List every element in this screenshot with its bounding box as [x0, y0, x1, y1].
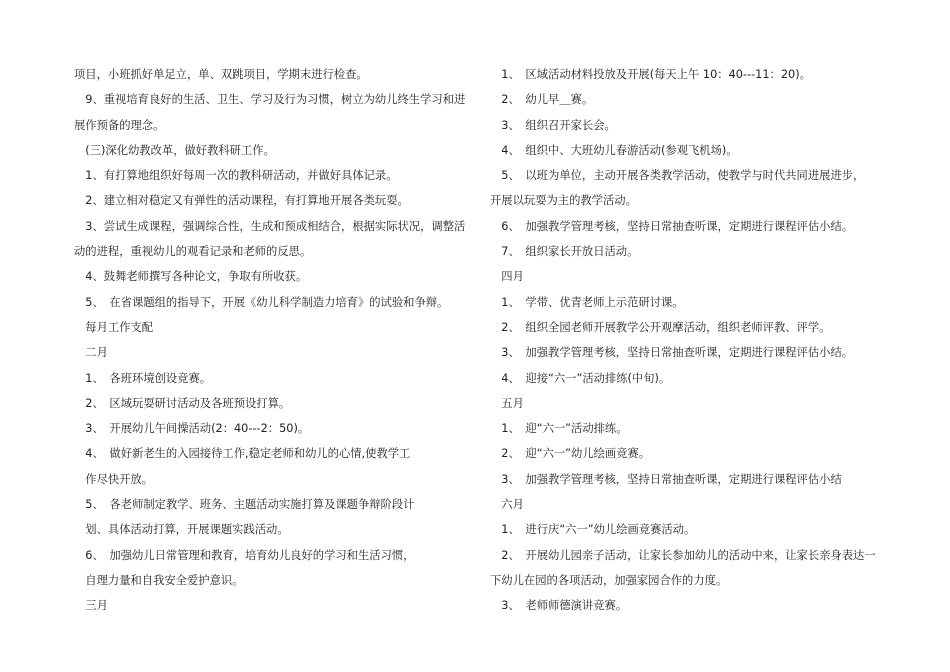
- text-line: 每月工作支配: [74, 320, 154, 334]
- text-line: 自理力量和自我安全爱护意识。: [74, 573, 244, 587]
- text-line: 2、 区域玩耍研讨活动及各班预设打算。: [74, 396, 291, 410]
- text-line: 4、 迎接“六一”活动排练(中旬)。: [490, 371, 671, 385]
- text-line: 5、 在省课题组的指导下，开展《幼儿科学制造力培育》的试验和争辩。: [74, 295, 449, 309]
- text-line: 1、 进行庆“六一”幼儿绘画竞赛活动。: [490, 523, 696, 537]
- text-line: 开展以玩耍为主的教学活动。: [490, 194, 637, 208]
- text-line: 2、建立相对稳定又有弹性的活动课程，有打算地开展各类玩耍。: [74, 194, 409, 208]
- text-line: 1、有打算地组织好每周一次的教科研活动，并做好具体记录。: [74, 169, 398, 183]
- text-line: 3、 开展幼儿午间操活动(2：40---2：50)。: [74, 422, 310, 436]
- text-line: 二月: [74, 346, 108, 360]
- text-line: 2、 迎“六一”幼儿绘画竞赛。: [490, 447, 651, 461]
- text-line: 2、 幼儿早＿赛。: [490, 93, 594, 107]
- text-line: 4、鼓舞老师撰写各种论文，争取有所收获。: [74, 270, 308, 284]
- text-line: 作尽快开放。: [74, 472, 154, 486]
- text-line: 9、重视培育良好的生活、卫生、学习及行为习惯，树立为幼儿终生学习和进: [74, 93, 466, 107]
- text-line: (三)深化幼教改革，做好教科研工作。: [74, 143, 275, 157]
- text-line: 3、尝试生成课程，强调综合性，生成和预成相结合，根据实际状况，调整活: [74, 219, 466, 233]
- text-line: 5、 各老师制定教学、班务、主题活动实施打算及课题争辩阶段计: [74, 498, 415, 512]
- text-line: 5、 以班为单位，主动开展各类教学活动，使教学与时代共同进展进步，: [490, 169, 865, 183]
- text-line: 3、 老师师德演讲竞赛。: [490, 599, 628, 613]
- right-text-column: [490, 62, 882, 619]
- text-line: 展作预备的理念。: [74, 118, 165, 132]
- text-line: 4、 做好新老生的入园接待工作,稳定老师和幼儿的心情,使教学工: [74, 447, 411, 461]
- text-line: 三月: [74, 599, 108, 613]
- text-line: 六月: [490, 498, 524, 512]
- left-text-column: [74, 62, 466, 619]
- text-line: 4、 组织中、大班幼儿春游活动(参观飞机场)。: [490, 143, 738, 157]
- text-line: 3、 加强教学管理考核，坚持日常抽查听课，定期进行课程评估小结。: [490, 346, 854, 360]
- text-line: 四月: [490, 270, 524, 284]
- text-line: 1、 区域活动材料投放及开展(每天上午 10：40---11：20)。: [490, 68, 811, 81]
- text-line: 下幼儿在园的各项活动，加强家园合作的力度。: [490, 573, 728, 587]
- text-line: 3、 加强教学管理考核，坚持日常抽查听课，定期进行课程评估小结: [490, 472, 842, 486]
- text-line: 1、 各班环境创设竞赛。: [74, 371, 212, 385]
- text-line: 2、 组织全园老师开展教学公开观摩活动，组织老师评教、评学。: [490, 320, 831, 334]
- text-line: 6、 加强幼儿日常管理和教育，培育幼儿良好的学习和生活习惯，: [74, 548, 415, 562]
- text-line: 项目，小班抓好单足立，单、双跳项目，学期末进行检查。: [74, 68, 368, 81]
- text-line: 五月: [490, 396, 524, 410]
- text-line: 1、 迎“六一”活动排练。: [490, 422, 628, 436]
- text-line: 划、具体活动打算，开展课题实践活动。: [74, 523, 289, 537]
- text-line: 动的进程，重视幼儿的观看记录和老师的反思。: [74, 245, 312, 259]
- text-line: 7、 组织家长开放日活动。: [490, 245, 639, 259]
- text-line: 6、 加强教学管理考核，坚持日常抽查听课，定期进行课程评估小结。: [490, 219, 854, 233]
- text-line: 1、 学带、优青老师上示范研讨课。: [490, 295, 684, 309]
- text-line: 3、 组织召开家长会。: [490, 118, 616, 132]
- text-line: 2、 开展幼儿园亲子活动，让家长参加幼儿的活动中来，让家长亲身表达一: [490, 548, 876, 562]
